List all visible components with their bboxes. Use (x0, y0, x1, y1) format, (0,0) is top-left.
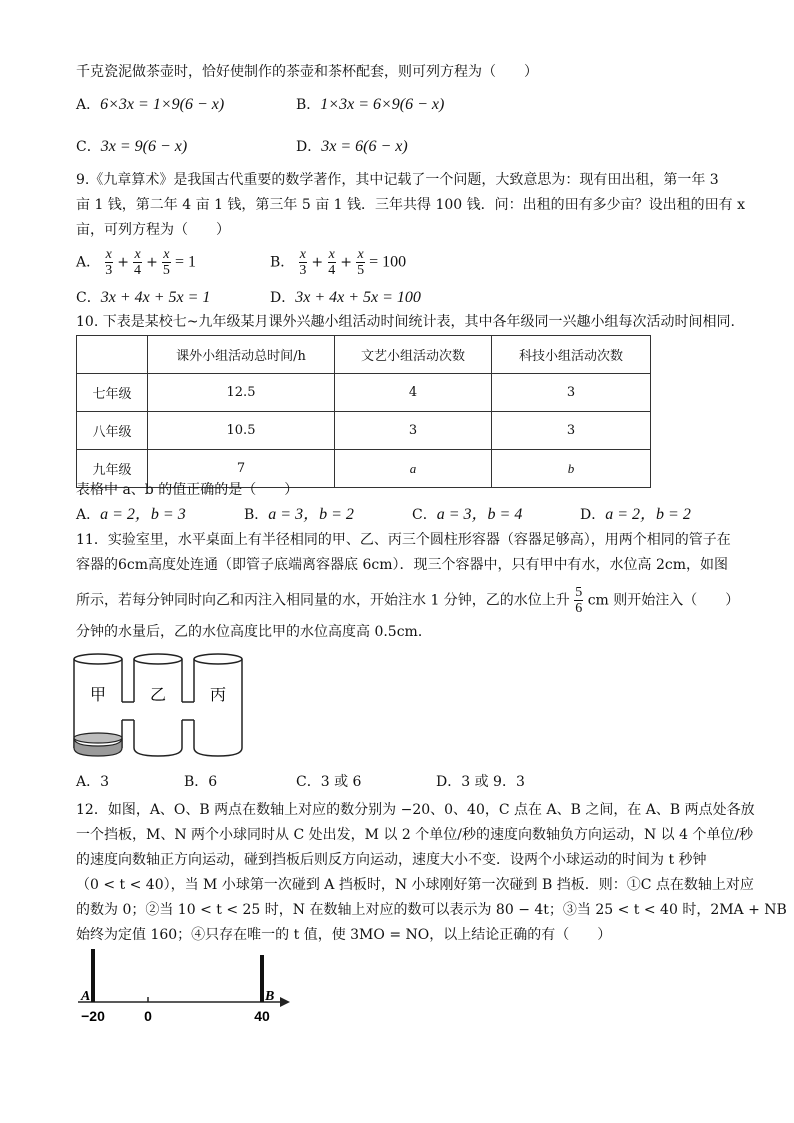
tick-label-40: 40 (254, 1008, 270, 1024)
table-header-row (77, 336, 651, 374)
q11-stem-line1: 11．实验室里，水平桌面上有半径相同的甲、乙、丙三个圆柱形容器（容器足够高），用两个相同的管子在 (76, 532, 731, 548)
axis-arrow-icon (280, 997, 290, 1007)
tick-label-neg20: −20 (81, 1008, 105, 1024)
q12-stem-line1: 12．如图，A、O、B 两点在数轴上对应的数分别为 −20、0、40，C 点在 A、B 之间，在 A、B 两点处各放 (76, 802, 755, 818)
table-cell: 3 (335, 412, 492, 450)
table-header-cell: 文艺小组活动次数 (335, 336, 492, 374)
q9-stem-line2: 亩 1 钱，第二年 4 亩 1 钱，第三年 5 亩 1 钱．三年共得 100 钱．问：出租的田有多少亩？设出租的田有 x (76, 197, 746, 213)
container-jia (74, 654, 122, 756)
container-label-yi: 乙 (149, 685, 167, 704)
table-cell: b (492, 450, 651, 488)
q9-option-d: D．3x + 4x + 5x = 100 (270, 289, 421, 306)
q12-stem-line5: 的数为 0；②当 10 < t < 25 时，N 在数轴上对应的数可以表示为 80 − 4t；③当 25 < t < 40 时，2MA + NB (76, 902, 787, 918)
q11-option-a: A．3 (76, 774, 110, 790)
q11-stem-line2: 容器的6cm高度处连通（即管子底端离容器底 6cm）．现三个容器中，只有甲中有水，水位高 2cm，如图 (76, 557, 728, 573)
table-header-cell: 科技小组活动次数 (492, 336, 651, 374)
q9-stem-line1: 9.《九章算术》是我国古代重要的数学著作，其中记载了一个问题，大致意思为：现有田出租，第一年 3 (76, 172, 719, 188)
q11-containers-figure (70, 652, 250, 762)
container-bing (194, 654, 242, 756)
table-cell: a (335, 450, 492, 488)
q10-question: 表格中 a、b 的值正确的是（ ） (76, 482, 299, 498)
q9-option-a: A． $\frac{x}{3}$ + $\frac{x}{4}$ + $\frac{x}{5}$ = 1 (76, 247, 196, 278)
q12-stem-line3: 的速度向数轴正方向运动，碰到挡板后则反方向运动，速度大小不变．设两个小球运动的时间为 t 秒钟 (76, 852, 707, 868)
q8-option-d: D．3x = 6(6 − x) (296, 138, 408, 155)
container-label-jia: 甲 (89, 685, 107, 704)
table-header-cell (77, 336, 148, 374)
q8-stem-tail: 千克瓷泥做茶壶时，恰好使制作的茶壶和茶杯配套，则可列方程为（ ） (76, 64, 538, 80)
tick-label-0: 0 (144, 1008, 152, 1024)
q12-stem-line6: 始终为定值 160；④只存在唯一的 t 值，使 3MO = NO，以上结论正确的有（ ） (76, 927, 612, 943)
barrier-b (260, 955, 264, 1002)
q11-option-c: C．3 或 6 (296, 774, 362, 790)
q10-table (76, 335, 651, 488)
q8-option-a: A．6×3x = 1×9(6 − x) (76, 96, 225, 113)
table-cell: 3 (492, 374, 651, 412)
table-cell: 7 (148, 450, 335, 488)
table-cell: 九年级 (77, 450, 148, 488)
q10-stem: 10. 下表是某校七~九年级某月课外兴趣小组活动时间统计表，其中各年级同一兴趣小组每次活动时间相同. (76, 314, 735, 330)
q10-option-b: B．a = 3，b = 2 (244, 506, 354, 523)
table-header-cell: 课外小组活动总时间/h (148, 336, 335, 374)
table-cell: 3 (492, 412, 651, 450)
q12-number-line-figure (72, 945, 294, 1025)
label-a: A (81, 989, 91, 1004)
table-row (77, 412, 651, 450)
table-cell: 八年级 (77, 412, 148, 450)
q12-stem-line2: 一个挡板，M、N 两个小球同时从 C 处出发，M 以 2 个单位/秒的速度向数轴负方向运动，N 以 4 个单位/秒 (76, 827, 754, 843)
q11-stem-line3: 所示，若每分钟同时向乙和丙注入相同量的水，开始注水 1 分钟，乙的水位上升 $\frac{5}{6}$ cm 则开始注入（ ） (76, 585, 740, 616)
q10-option-d: D．a = 2，b = 2 (580, 506, 691, 523)
q11-stem-line4: 分钟的水量后，乙的水位高度比甲的水位高度高 0.5cm． (76, 624, 432, 640)
q9-stem-line3: 亩，可列方程为（ ） (76, 222, 230, 238)
q11-option-b: B．6 (184, 774, 218, 790)
table-row (77, 374, 651, 412)
q10-option-a: A．a = 2，b = 3 (76, 506, 186, 523)
q9-option-c: C．3x + 4x + 5x = 1 (76, 289, 211, 306)
table-cell: 七年级 (77, 374, 148, 412)
container-label-bing: 丙 (209, 685, 227, 704)
q12-stem-line4: （0 < t < 40），当 M 小球第一次碰到 A 挡板时，N 小球刚好第一次碰到 B 挡板．则：①C 点在数轴上对应 (76, 877, 754, 893)
barrier-a (91, 949, 95, 1002)
q9-option-b: B． $\frac{x}{3}$ + $\frac{x}{4}$ + $\frac{x}{5}$ = 100 (270, 247, 407, 278)
q11-option-d: D．3 或 9．3 (436, 774, 525, 790)
label-b: B (265, 989, 275, 1004)
q10-option-c: C．a = 3，b = 4 (412, 506, 523, 523)
q8-option-b: B．1×3x = 6×9(6 − x) (296, 96, 445, 113)
table-cell: 4 (335, 374, 492, 412)
table-cell: 10.5 (148, 412, 335, 450)
container-yi (134, 654, 182, 756)
q8-option-c: C．3x = 9(6 − x) (76, 138, 188, 155)
table-cell: 12.5 (148, 374, 335, 412)
